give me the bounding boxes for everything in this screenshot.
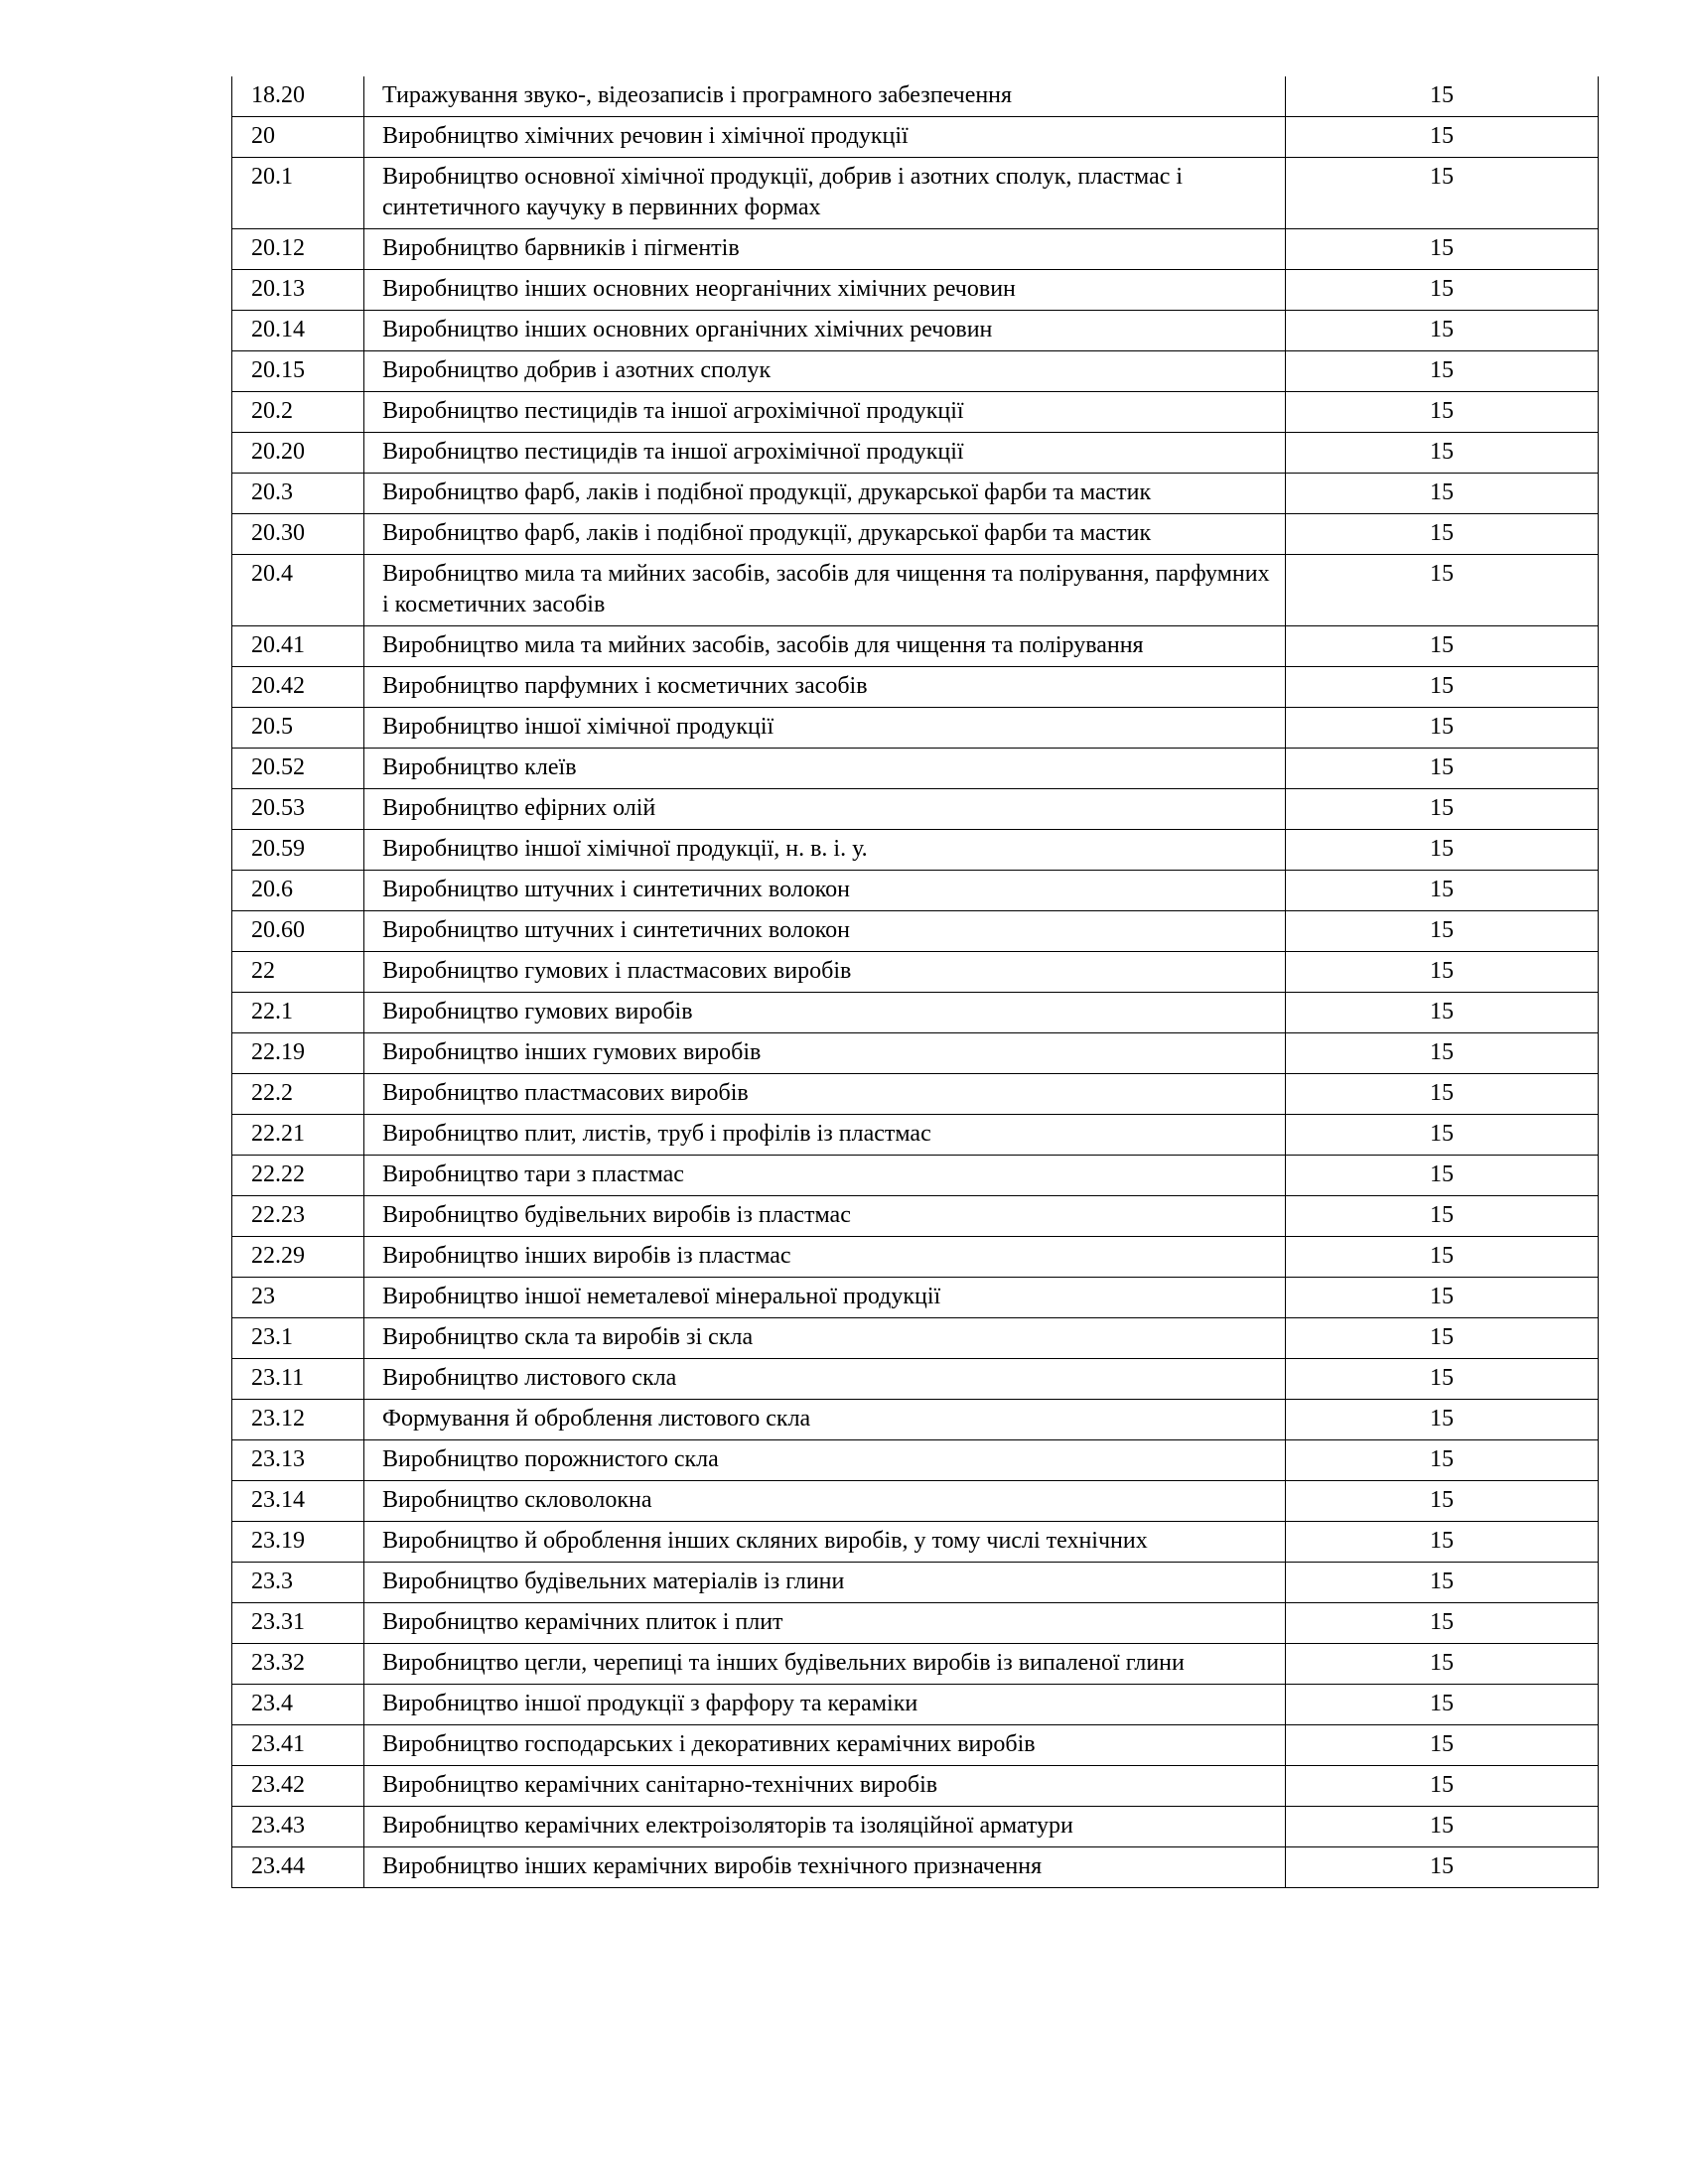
- table-row: [232, 952, 1599, 993]
- name-cell: Виробництво пластмасових виробів: [364, 1074, 1286, 1115]
- rate-cell: 15: [1286, 158, 1599, 229]
- name-cell: Виробництво мила та мийних засобів, засобів для чищення та полірування: [364, 626, 1286, 667]
- code-cell: 22.22: [232, 1156, 364, 1196]
- table-row: [232, 1115, 1599, 1156]
- name-cell: Виробництво іншої хімічної продукції: [364, 708, 1286, 749]
- name-cell: Виробництво господарських і декоративних керамічних виробів: [364, 1725, 1286, 1766]
- code-cell: 23: [232, 1278, 364, 1318]
- name-cell: Виробництво скловолокна: [364, 1481, 1286, 1522]
- code-cell: 20.59: [232, 830, 364, 871]
- code-cell: 23.43: [232, 1807, 364, 1847]
- table-row: [232, 708, 1599, 749]
- code-cell: 23.19: [232, 1522, 364, 1563]
- table-row: [232, 667, 1599, 708]
- code-cell: 23.31: [232, 1603, 364, 1644]
- code-cell: 22.1: [232, 993, 364, 1033]
- code-cell: 22.19: [232, 1033, 364, 1074]
- rate-cell: 15: [1286, 474, 1599, 514]
- name-cell: Виробництво інших керамічних виробів технічного призначення: [364, 1847, 1286, 1888]
- code-cell: 20.14: [232, 311, 364, 351]
- rate-cell: 15: [1286, 311, 1599, 351]
- rate-cell: 15: [1286, 830, 1599, 871]
- rate-cell: 15: [1286, 1278, 1599, 1318]
- table-row: [232, 789, 1599, 830]
- code-cell: 20.52: [232, 749, 364, 789]
- name-cell: Виробництво штучних і синтетичних волокон: [364, 871, 1286, 911]
- code-cell: 20.1: [232, 158, 364, 229]
- activity-rate-table: [231, 76, 1599, 1888]
- table-row: [232, 871, 1599, 911]
- name-cell: Виробництво мила та мийних засобів, засобів для чищення та полірування, парфумних і косметичних засобів: [364, 555, 1286, 626]
- rate-cell: 15: [1286, 1074, 1599, 1115]
- code-cell: 23.3: [232, 1563, 364, 1603]
- rate-cell: 15: [1286, 667, 1599, 708]
- rate-cell: 15: [1286, 1359, 1599, 1400]
- rate-cell: 15: [1286, 1115, 1599, 1156]
- table-row: [232, 1847, 1599, 1888]
- rate-cell: 15: [1286, 1685, 1599, 1725]
- code-cell: 22.23: [232, 1196, 364, 1237]
- code-cell: 22.21: [232, 1115, 364, 1156]
- name-cell: Виробництво добрив і азотних сполук: [364, 351, 1286, 392]
- code-cell: 20.30: [232, 514, 364, 555]
- table-row: [232, 1644, 1599, 1685]
- table-row: [232, 830, 1599, 871]
- code-cell: 23.11: [232, 1359, 364, 1400]
- name-cell: Виробництво іншої хімічної продукції, н. в. і. у.: [364, 830, 1286, 871]
- code-cell: 20.53: [232, 789, 364, 830]
- name-cell: Виробництво керамічних санітарно-технічних виробів: [364, 1766, 1286, 1807]
- table-row: [232, 1074, 1599, 1115]
- rate-cell: 15: [1286, 1766, 1599, 1807]
- name-cell: Виробництво штучних і синтетичних волокон: [364, 911, 1286, 952]
- code-cell: 23.12: [232, 1400, 364, 1440]
- rate-cell: 15: [1286, 555, 1599, 626]
- table-row: [232, 555, 1599, 626]
- table-row: [232, 1237, 1599, 1278]
- rate-cell: 15: [1286, 1644, 1599, 1685]
- code-cell: 20.5: [232, 708, 364, 749]
- rate-cell: 15: [1286, 708, 1599, 749]
- table-row: [232, 1685, 1599, 1725]
- name-cell: Виробництво фарб, лаків і подібної продукції, друкарської фарби та мастик: [364, 474, 1286, 514]
- rate-cell: 15: [1286, 1563, 1599, 1603]
- code-cell: 22: [232, 952, 364, 993]
- table-row: [232, 1318, 1599, 1359]
- table-row: [232, 1156, 1599, 1196]
- code-cell: 20.60: [232, 911, 364, 952]
- rate-cell: 15: [1286, 626, 1599, 667]
- name-cell: Тиражування звуко-, відеозаписів і програмного забезпечення: [364, 76, 1286, 117]
- name-cell: Виробництво інших виробів із пластмас: [364, 1237, 1286, 1278]
- table-row: [232, 1481, 1599, 1522]
- rate-cell: 15: [1286, 1440, 1599, 1481]
- table-row: [232, 1196, 1599, 1237]
- name-cell: Виробництво інших гумових виробів: [364, 1033, 1286, 1074]
- rate-cell: 15: [1286, 117, 1599, 158]
- name-cell: Виробництво основної хімічної продукції, добрив і азотних сполук, пластмас і синтетичного каучуку в первинних формах: [364, 158, 1286, 229]
- code-cell: 20.4: [232, 555, 364, 626]
- name-cell: Виробництво керамічних плиток і плит: [364, 1603, 1286, 1644]
- code-cell: 20.20: [232, 433, 364, 474]
- rate-cell: 15: [1286, 270, 1599, 311]
- rate-cell: 15: [1286, 1196, 1599, 1237]
- table-row: [232, 158, 1599, 229]
- name-cell: Виробництво порожнистого скла: [364, 1440, 1286, 1481]
- table-row: [232, 1359, 1599, 1400]
- rate-cell: 15: [1286, 1807, 1599, 1847]
- name-cell: Виробництво скла та виробів зі скла: [364, 1318, 1286, 1359]
- code-cell: 20.3: [232, 474, 364, 514]
- name-cell: Виробництво керамічних електроізоляторів та ізоляційної арматури: [364, 1807, 1286, 1847]
- name-cell: Виробництво парфумних і косметичних засобів: [364, 667, 1286, 708]
- table-body: [232, 76, 1599, 1888]
- rate-cell: 15: [1286, 993, 1599, 1033]
- name-cell: Формування й оброблення листового скла: [364, 1400, 1286, 1440]
- rate-cell: 15: [1286, 433, 1599, 474]
- code-cell: 23.32: [232, 1644, 364, 1685]
- name-cell: Виробництво гумових і пластмасових виробів: [364, 952, 1286, 993]
- table-row: [232, 514, 1599, 555]
- rate-cell: 15: [1286, 351, 1599, 392]
- rate-cell: 15: [1286, 911, 1599, 952]
- name-cell: Виробництво ефірних олій: [364, 789, 1286, 830]
- table-row: [232, 474, 1599, 514]
- table-row: [232, 1563, 1599, 1603]
- rate-cell: 15: [1286, 1400, 1599, 1440]
- code-cell: 20.41: [232, 626, 364, 667]
- rate-cell: 15: [1286, 1725, 1599, 1766]
- name-cell: Виробництво фарб, лаків і подібної продукції, друкарської фарби та мастик: [364, 514, 1286, 555]
- rate-cell: 15: [1286, 871, 1599, 911]
- name-cell: Виробництво іншої неметалевої мінеральної продукції: [364, 1278, 1286, 1318]
- table-row: [232, 1400, 1599, 1440]
- table-row: [232, 311, 1599, 351]
- table-row: [232, 911, 1599, 952]
- name-cell: Виробництво будівельних матеріалів із глини: [364, 1563, 1286, 1603]
- code-cell: 20.42: [232, 667, 364, 708]
- table-row: [232, 1522, 1599, 1563]
- name-cell: Виробництво плит, листів, труб і профілів із пластмас: [364, 1115, 1286, 1156]
- code-cell: 23.13: [232, 1440, 364, 1481]
- rate-cell: 15: [1286, 1237, 1599, 1278]
- name-cell: Виробництво іншої продукції з фарфору та кераміки: [364, 1685, 1286, 1725]
- table-row: [232, 1766, 1599, 1807]
- table-row: [232, 270, 1599, 311]
- table-row: [232, 392, 1599, 433]
- name-cell: Виробництво тари з пластмас: [364, 1156, 1286, 1196]
- rate-cell: 15: [1286, 789, 1599, 830]
- rate-cell: 15: [1286, 1033, 1599, 1074]
- code-cell: 20.12: [232, 229, 364, 270]
- table-row: [232, 1278, 1599, 1318]
- table-row: [232, 117, 1599, 158]
- name-cell: Виробництво пестицидів та іншої агрохімічної продукції: [364, 433, 1286, 474]
- table-row: [232, 1440, 1599, 1481]
- table-row: [232, 1725, 1599, 1766]
- name-cell: Виробництво пестицидів та іншої агрохімічної продукції: [364, 392, 1286, 433]
- code-cell: 22.29: [232, 1237, 364, 1278]
- name-cell: Виробництво хімічних речовин і хімічної продукції: [364, 117, 1286, 158]
- table-row: [232, 626, 1599, 667]
- name-cell: Виробництво гумових виробів: [364, 993, 1286, 1033]
- rate-cell: 15: [1286, 1318, 1599, 1359]
- rate-cell: 15: [1286, 1156, 1599, 1196]
- name-cell: Виробництво інших основних неорганічних хімічних речовин: [364, 270, 1286, 311]
- code-cell: 23.42: [232, 1766, 364, 1807]
- name-cell: Виробництво цегли, черепиці та інших будівельних виробів із випаленої глини: [364, 1644, 1286, 1685]
- code-cell: 18.20: [232, 76, 364, 117]
- rate-cell: 15: [1286, 749, 1599, 789]
- rate-cell: 15: [1286, 952, 1599, 993]
- code-cell: 20.2: [232, 392, 364, 433]
- table-row: [232, 433, 1599, 474]
- rate-cell: 15: [1286, 1847, 1599, 1888]
- table-row: [232, 993, 1599, 1033]
- code-cell: 23.4: [232, 1685, 364, 1725]
- rate-cell: 15: [1286, 392, 1599, 433]
- name-cell: Виробництво клеїв: [364, 749, 1286, 789]
- code-cell: 23.14: [232, 1481, 364, 1522]
- code-cell: 20.15: [232, 351, 364, 392]
- code-cell: 20: [232, 117, 364, 158]
- table-row: [232, 1033, 1599, 1074]
- rate-cell: 15: [1286, 76, 1599, 117]
- code-cell: 22.2: [232, 1074, 364, 1115]
- name-cell: Виробництво будівельних виробів із пластмас: [364, 1196, 1286, 1237]
- name-cell: Виробництво листового скла: [364, 1359, 1286, 1400]
- rate-cell: 15: [1286, 229, 1599, 270]
- code-cell: 23.41: [232, 1725, 364, 1766]
- code-cell: 20.13: [232, 270, 364, 311]
- rate-cell: 15: [1286, 1603, 1599, 1644]
- table-row: [232, 1603, 1599, 1644]
- code-cell: 23.44: [232, 1847, 364, 1888]
- name-cell: Виробництво інших основних органічних хімічних речовин: [364, 311, 1286, 351]
- rate-cell: 15: [1286, 514, 1599, 555]
- code-cell: 23.1: [232, 1318, 364, 1359]
- rate-cell: 15: [1286, 1522, 1599, 1563]
- table-row: [232, 1807, 1599, 1847]
- table-row: [232, 749, 1599, 789]
- name-cell: Виробництво й оброблення інших скляних виробів, у тому числі технічних: [364, 1522, 1286, 1563]
- table-row: [232, 351, 1599, 392]
- table-row: [232, 76, 1599, 117]
- name-cell: Виробництво барвників і пігментів: [364, 229, 1286, 270]
- table-row: [232, 229, 1599, 270]
- code-cell: 20.6: [232, 871, 364, 911]
- rate-cell: 15: [1286, 1481, 1599, 1522]
